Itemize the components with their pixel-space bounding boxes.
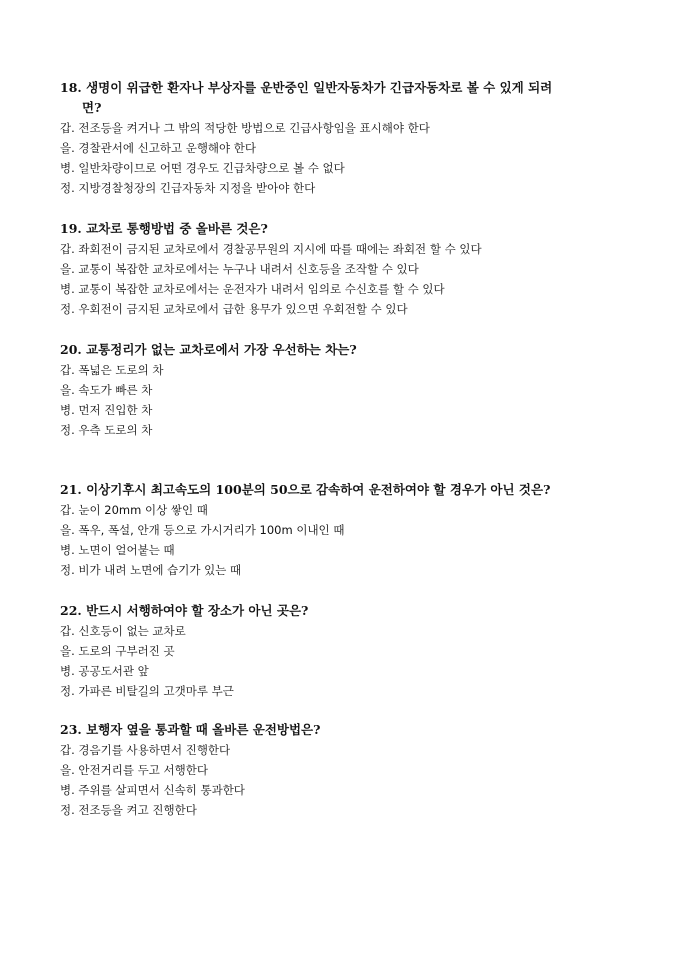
option-gap: 갑. 경음기를 사용하면서 진행한다 [60,743,231,757]
option-jeong: 정. 우측 도로의 차 [60,423,153,437]
question-title [60,78,630,118]
option-eul: 을. 도로의 구부러진 곳 [60,644,175,658]
question-title: 20. 교통정리가 없는 교차로에서 가장 우선하는 차는? [60,342,357,357]
question-title: 23. 보행자 옆을 통과할 때 올바른 운전방법은? [60,722,321,737]
option-byeong: 병. 주위를 살피면서 신속히 통과한다 [60,783,245,797]
question-title-text: 18. 생명이 위급한 환자나 부상자를 운반중인 일반자동차가 긴급자동차로 볼 수 있게 되려 [60,80,553,95]
option-jeong: 정. 지방경찰청장의 긴급자동차 지정을 받아야 한다 [60,181,316,195]
option-jeong: 정. 가파른 비탈길의 고갯마루 부근 [60,684,234,698]
question-22 [60,601,630,701]
question-title: 22. 반드시 서행하여야 할 장소가 아닌 곳은? [60,603,309,618]
question-19 [60,219,630,319]
option-byeong: 병. 일반차량이므로 어떤 경우도 긴급차량으로 볼 수 없다 [60,161,345,175]
option-jeong: 정. 비가 내려 노면에 습기가 있는 때 [60,563,242,577]
question-18 [60,78,630,198]
question-21 [60,480,630,580]
question-23 [60,720,630,820]
option-jeong: 정. 전조등을 켜고 진행한다 [60,803,197,817]
option-eul: 을. 경찰관서에 신고하고 운행해야 한다 [60,141,257,155]
option-byeong: 병. 교통이 복잡한 교차로에서는 운전자가 내려서 임의로 수신호를 할 수 있다 [60,282,445,296]
option-gap: 갑. 좌회전이 금지된 교차로에서 경찰공무원의 지시에 따를 때에는 좌회전 할 수 있다 [60,242,482,256]
option-byeong: 병. 노면이 얼어붙는 때 [60,543,175,557]
question-title: 21. 이상기후시 최고속도의 100분의 50으로 감속하여 운전하여야 할 경우가 아닌 것은? [60,482,551,497]
option-jeong: 정. 우회전이 금지된 교차로에서 급한 용무가 있으면 우회전할 수 있다 [60,302,408,316]
question-title-continuation: 면? [82,100,102,115]
option-gap: 갑. 폭넓은 도로의 차 [60,363,164,377]
option-byeong: 병. 먼저 진입한 차 [60,403,153,417]
question-title: 19. 교차로 통행방법 중 올바른 것은? [60,221,268,236]
option-eul: 을. 안전거리를 두고 서행한다 [60,763,208,777]
question-20 [60,340,630,440]
option-eul: 을. 폭우, 폭설, 안개 등으로 가시거리가 100m 이내인 때 [60,523,345,537]
option-gap: 갑. 눈이 20mm 이상 쌓인 때 [60,503,208,517]
option-gap: 갑. 전조등을 켜거나 그 밖의 적당한 방법으로 긴급사항임을 표시해야 한다 [60,121,430,135]
option-eul: 을. 교통이 복잡한 교차로에서는 누구나 내려서 신호등을 조작할 수 있다 [60,262,419,276]
option-byeong: 병. 공공도서관 앞 [60,664,149,678]
option-gap: 갑. 신호등이 없는 교차로 [60,624,186,638]
option-eul: 을. 속도가 빠른 차 [60,383,153,397]
